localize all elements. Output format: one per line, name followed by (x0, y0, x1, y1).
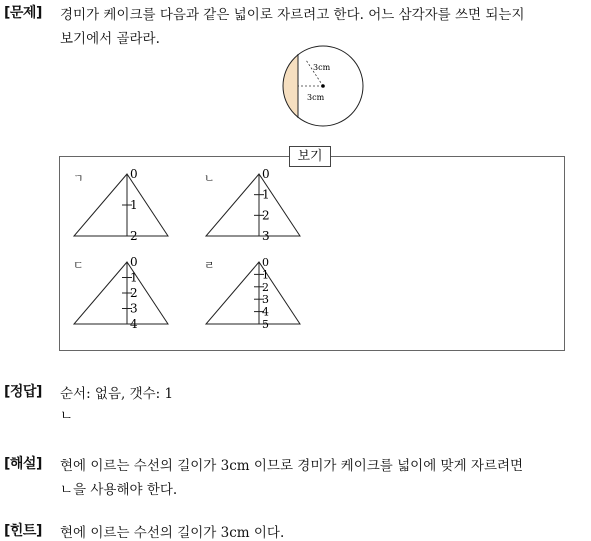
choice-label-c: ㄷ (73, 259, 84, 272)
hint-text-line1: 현에 이르는 수선의 길이가 3cm 이다. (60, 525, 285, 541)
ruler-tick-label: 0 (262, 256, 269, 269)
hint-label: [힌트] (4, 523, 42, 539)
ruler-tick-label: 2 (262, 280, 269, 294)
triangle-outline (206, 262, 300, 324)
ruler-tick-label: 1 (130, 270, 138, 285)
ruler-tick-label: 3 (130, 301, 138, 316)
answer-label: [정답] (4, 384, 42, 400)
ruler-tick-label: 2 (130, 286, 138, 300)
choice-ruler-a (70, 168, 170, 248)
problem-text-line1: 경미가 케이크를 다음과 같은 넓이로 자르려고 한다. 어느 삼각자를 쓰면 되는지 (60, 7, 525, 23)
ruler-tick-label: 1 (262, 187, 270, 202)
radius-label: 3cm (313, 63, 331, 72)
choice-ruler-d (202, 256, 302, 336)
ruler-tick-label: 0 (130, 256, 138, 269)
ruler-tick-label: 0 (130, 168, 138, 181)
ruler-tick-label: 1 (130, 198, 138, 212)
explanation-text-line2: ㄴ을 사용해야 한다. (60, 482, 178, 498)
ruler-tick-label: 2 (130, 229, 138, 243)
choice-label-d: ㄹ (204, 259, 215, 272)
perpendicular-label: 3cm (307, 93, 325, 102)
triangle-outline (74, 262, 168, 324)
ruler-tick-label: 5 (262, 318, 269, 331)
ruler-tick-label: 4 (262, 305, 269, 319)
answer-text-line1: 순서: 없음, 갯수: 1 (60, 386, 174, 402)
ruler-tick-label: 3 (262, 229, 270, 243)
ruler-tick-label: 1 (262, 268, 269, 282)
ruler-tick-label: 4 (130, 317, 138, 331)
triangle-outline (74, 174, 168, 236)
choice-label-a: ㄱ (73, 172, 84, 185)
problem-label: [문제] (4, 5, 42, 21)
choice-label-b: ㄴ (204, 172, 215, 185)
answer-text-line2: ㄴ (60, 408, 74, 424)
choices-title: 보기 (289, 146, 331, 167)
choice-ruler-b (202, 168, 302, 248)
choice-ruler-c (70, 256, 170, 336)
explanation-label: [해설] (4, 456, 42, 472)
ruler-tick-label: 2 (262, 208, 270, 223)
ruler-tick-label: 3 (262, 293, 269, 307)
triangle-outline (206, 174, 300, 236)
ruler-tick-label: 0 (262, 168, 270, 181)
center-dot (321, 84, 325, 88)
problem-text-line2: 보기에서 골라라. (60, 31, 160, 47)
explanation-text-line1: 현에 이르는 수선의 길이가 3cm 이므로 경미가 케이크를 넓이에 맞게 자르려면 (60, 458, 524, 474)
